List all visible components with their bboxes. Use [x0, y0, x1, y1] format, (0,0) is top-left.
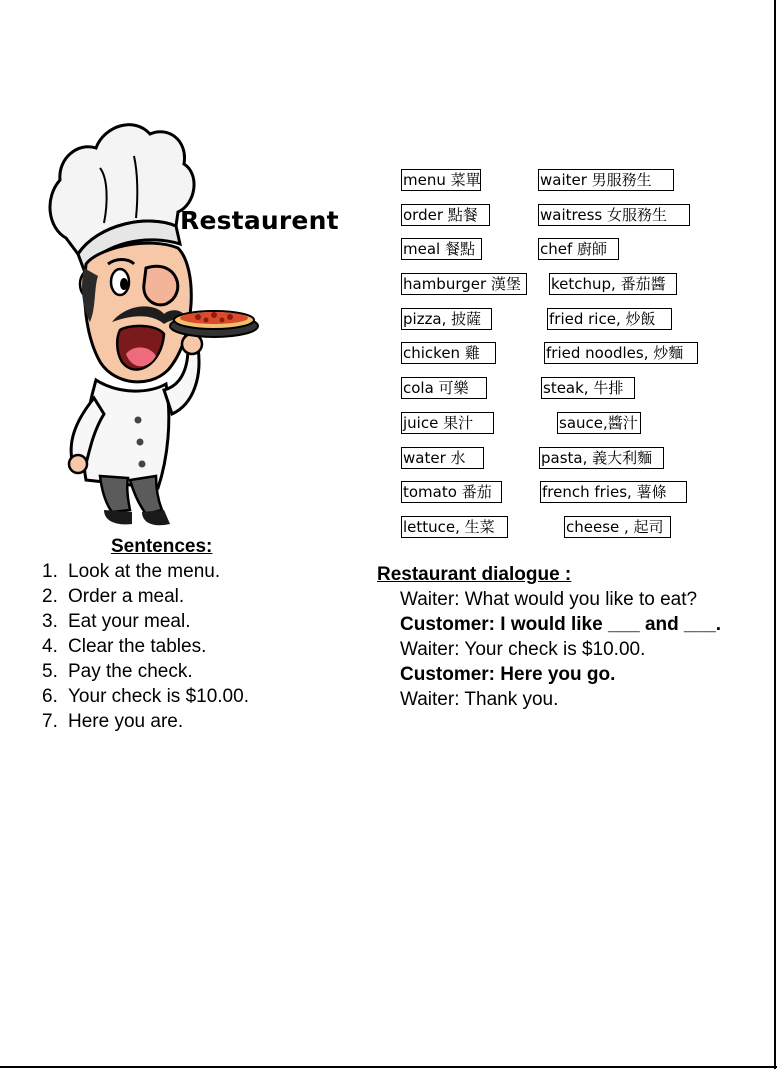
sentence-item — [42, 560, 249, 585]
vocab-water: water 水 — [401, 447, 484, 469]
dialogue-block — [400, 588, 721, 713]
vocab-meal: meal 餐點 — [401, 238, 482, 260]
dialogue-line-customer: Customer: Here you go. — [400, 664, 616, 685]
page-title: Restaurent — [180, 206, 339, 235]
sentence-number: 2. — [42, 586, 58, 607]
dialogue-heading: Restaurant dialogue : — [377, 564, 572, 585]
dialogue-line-waiter: Waiter: Thank you. — [400, 689, 559, 710]
sentence-text: Look at the menu. — [68, 561, 221, 582]
vocab-waiter: waiter 男服務生 — [538, 169, 674, 191]
chef-illustration — [38, 108, 264, 532]
vocab-cheese: cheese , 起司 — [564, 516, 671, 538]
vocab-cola: cola 可樂 — [401, 377, 487, 399]
vocab-order: order 點餐 — [401, 204, 490, 226]
vocab-sauce: sauce,醬汁 — [557, 412, 641, 434]
sentence-text: Your check is $10.00. — [68, 686, 249, 707]
dialogue-line-waiter: Waiter: What would you like to eat? — [400, 589, 698, 610]
sentence-item — [42, 585, 249, 610]
vocab-pizza: pizza, 披薩 — [401, 308, 492, 330]
sentence-number: 1. — [42, 561, 58, 582]
page-border-right — [774, 0, 776, 1069]
sentences-list — [42, 560, 249, 735]
vocab-waitress: waitress 女服務生 — [538, 204, 690, 226]
sentence-text: Eat your meal. — [68, 611, 191, 632]
sentence-item — [42, 610, 249, 635]
vocab-french-fries: french fries, 薯條 — [540, 481, 687, 503]
sentence-item — [42, 685, 249, 710]
vocab-steak: steak, 牛排 — [541, 377, 635, 399]
sentence-number: 4. — [42, 636, 58, 657]
sentence-text: Clear the tables. — [68, 636, 207, 657]
sentence-item — [42, 660, 249, 685]
vocab-lettuce: lettuce, 生菜 — [401, 516, 508, 538]
dialogue-line-waiter: Waiter: Your check is $10.00. — [400, 639, 646, 660]
sentence-number: 5. — [42, 661, 58, 682]
vocab-ketchup: ketchup, 番茄醬 — [549, 273, 677, 295]
sentence-number: 3. — [42, 611, 58, 632]
vocab-chicken: chicken 雞 — [401, 342, 496, 364]
sentence-item — [42, 635, 249, 660]
sentence-text: Pay the check. — [68, 661, 193, 682]
vocab-tomato: tomato 番茄 — [401, 481, 502, 503]
sentences-heading: Sentences: — [111, 536, 213, 557]
vocab-fried-noodles: fried noodles, 炒麵 — [544, 342, 698, 364]
page-border-bottom — [0, 1066, 777, 1068]
sentence-text: Order a meal. — [68, 586, 185, 607]
vocab-fried-rice: fried rice, 炒飯 — [547, 308, 672, 330]
vocab-hamburger: hamburger 漢堡 — [401, 273, 527, 295]
sentence-number: 7. — [42, 711, 58, 732]
sentence-number: 6. — [42, 686, 58, 707]
vocab-juice: juice 果汁 — [401, 412, 494, 434]
vocab-chef: chef 廚師 — [538, 238, 619, 260]
sentence-text: Here you are. — [68, 711, 184, 732]
dialogue-line-customer: Customer: I would like ___ and ___. — [400, 614, 721, 635]
sentence-item — [42, 710, 249, 735]
vocab-pasta: pasta, 義大利麵 — [539, 447, 664, 469]
vocab-menu: menu 菜單 — [403, 171, 481, 189]
